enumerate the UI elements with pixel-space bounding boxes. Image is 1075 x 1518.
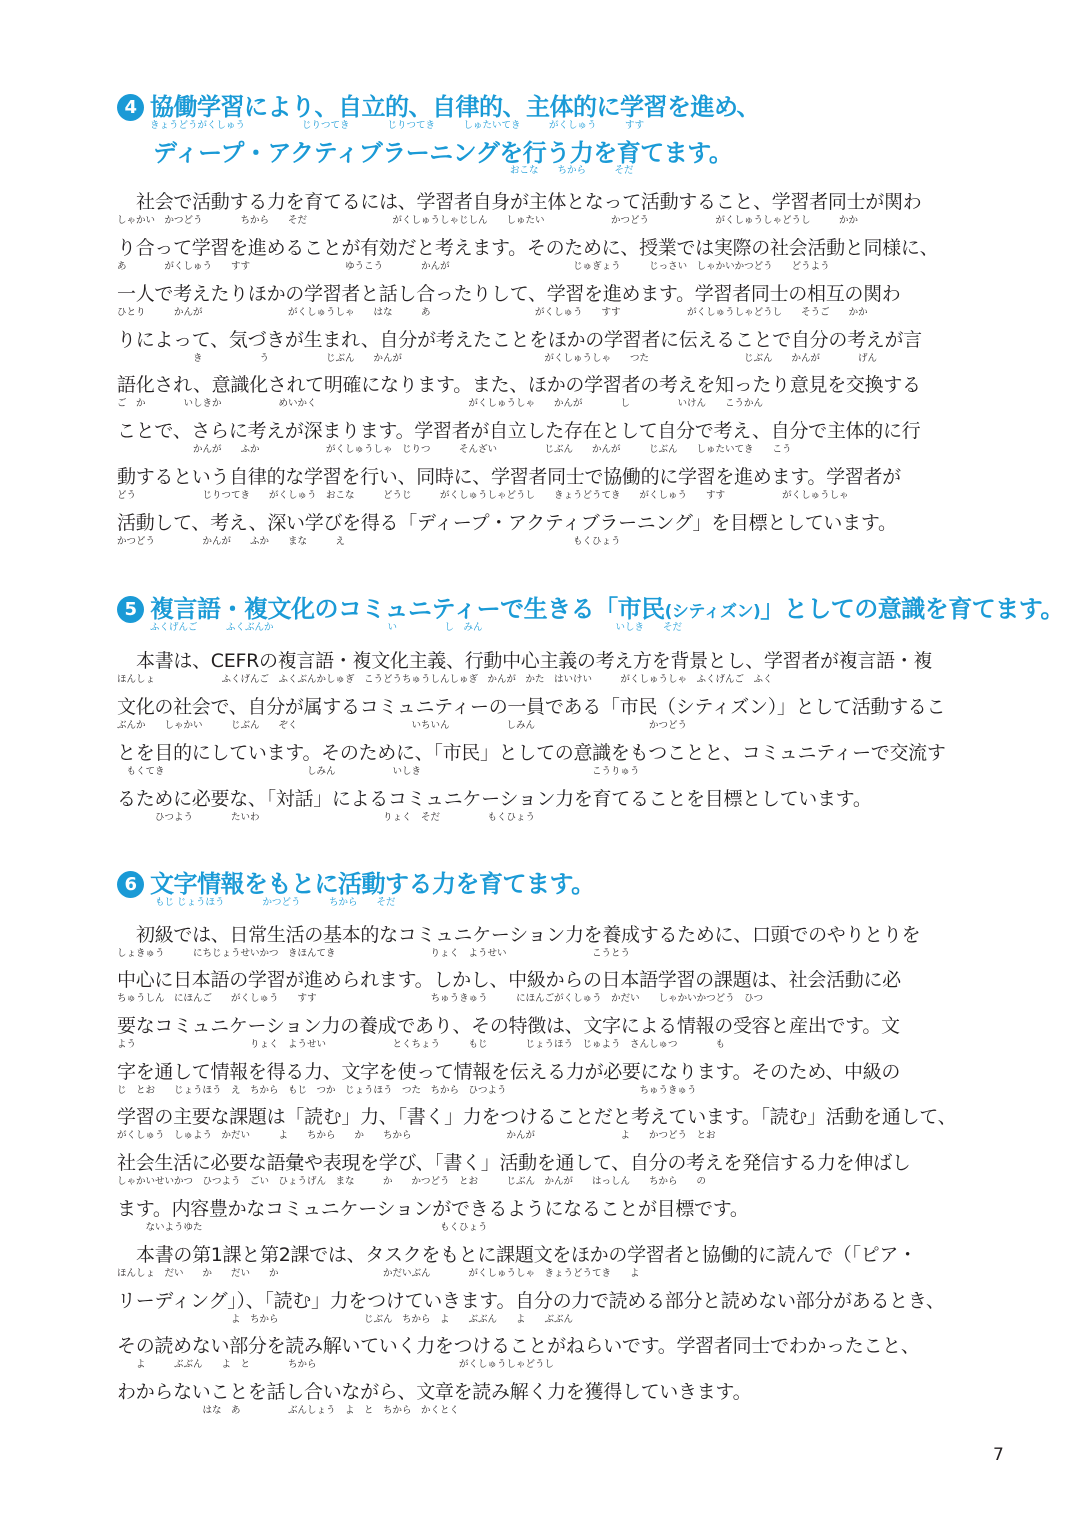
s5-line-3: とを目的にしています。そのために、「市民」としての意識をもつことと、コミュニティーで交流す [117,742,946,764]
section-4-number-badge: 4 [117,94,144,121]
s5-ruby-4: ひつよう たいわ りょく そだ もくひょう [117,812,536,823]
section-6-title: 文字情報をもとに活動する力を育てます。 [150,870,595,898]
s5-ruby-1: ほんしょ ふくげんご ふくぶんかしゅぎ こうどうちゅうしんしゅぎ かんが かた はいけい がくしゅうしゃ ふくげんご ふく [117,674,773,685]
section-5-title-ruby: ふくげんご ふくぶんか い し みん いしき そだ [150,622,683,633]
s6-line-3: 要なコミュニケーション力の養成であり、その特徴は、文字による情報の受容と産出です。文 [117,1015,900,1037]
s6-ruby-8: ほんしょ だい か だい か かだいぶん がくしゅうしゃ きょうどうてき よ [117,1268,640,1279]
section-4-title-ruby2: おこな ちから そだ [510,165,634,176]
section-6-heading [117,869,1037,899]
s4-line-5: 語化され、意識化されて明確になります。また、ほかの学習者の考えを知ったり意見を交換する [117,374,921,396]
s4-ruby-4: き う じぶん かんが がくしゅうしゃ つた じぶん かんが げん [117,353,878,364]
s6-line-9: リーディング」）、「読む」力をつけていきます。自分の力で読める部分と読めない部分があるとき、 [117,1290,945,1312]
s4-line-2: り合って学習を進めることが有効だと考えます。そのために、授業では実際の社会活動と同様に、 [117,237,939,259]
section-4-title-line1: 協働学習により、自立的、自律的、主体的に学習を進め、 [150,93,761,121]
section-5-title-b: (シティズン) [664,602,761,622]
s4-line-8: 活動して、考え、深い学びを得る「ディープ・アクティブラーニング」を目標としています。 [117,512,897,534]
s5-line-2: 文化の社会で、自分が属するコミュニティーの一員である「市民（シティズン）」として活動するこ [117,696,946,718]
s6-line-8: 本書の第1課と第2課では、タスクをもとに課題文をほかの学習者と協働的に読んで（「ピア・ [136,1244,917,1266]
s6-line-4: 字を通して情報を得る力、文字を使って情報を伝える力が必要になります。そのため、中級の [117,1061,901,1083]
section-6-title-ruby: もじ じょうほう かつどう ちから そだ [155,897,396,908]
section-4-title-line2: ディープ・アクティブラーニングを行う力を育てます。 [153,139,733,167]
page-number: 7 [993,1445,1004,1465]
s6-ruby-6: しゃかいせいかつ ひつよう ごい ひょうげん まな か かつどう とお じぶん かんが はっしん ちから の [117,1176,707,1187]
s6-ruby-4: じ とお じょうほう え ちから もじ つか じょうほう つた ちから ひつよう ちゅうきゅう [117,1085,697,1096]
s6-ruby-9: よ ちから じぶん ちから よ ぶぶん よ ぶぶん [117,1314,574,1325]
section-6-number-badge: 6 [117,871,144,898]
section-5-title-c: 」としての意識を育てます。 [760,595,1064,623]
s6-line-5: 学習の主要な課題は「読む」力、「書く」力をつけることだと考えています。「読む」活動を通して、 [117,1106,957,1128]
s6-ruby-3: よう りょく ようせい とくちょう もじ じょうほう じゅよう さんしゅつ も [117,1039,726,1050]
s4-ruby-5: ご か いしきか めいかく がくしゅうしゃ かんが し いけん こうかん [117,398,764,409]
section-5-number-badge: 5 [117,596,144,623]
s6-ruby-1: しょきゅう にちじょうせいかつ きほんてき りょく ようせい こうとう [117,948,631,959]
s4-line-6: ことで、さらに考えが深まります。学習者が自立した存在として自分で考え、自分で主体的に行 [117,420,921,442]
s6-ruby-7: ないようゆた もくひょう [117,1222,488,1233]
s5-line-4: るために必要な、「対話」によるコミュニケーション力を育てることを目標としています。 [117,788,872,810]
s6-ruby-10: よ ぶぶん よ と ちから がくしゅうしゃどうし [117,1359,555,1370]
s4-line-1: 社会で活動する力を育てるには、学習者自身が主体となって活動すること、学習者同士が関わ [136,191,922,213]
s6-ruby-11: はな あ ぶんしょう よ と ちから かくとく [117,1405,460,1416]
s6-ruby-2: ちゅうしん にほんご がくしゅう すす ちゅうきゅう にほんごがくしゅう かだい しゃかいかつどう ひつ [117,993,764,1004]
s5-ruby-3: もくてき しみん いしき こうりゅう [117,766,640,777]
s5-line-1: 本書は、CEFRの複言語・複文化主義、行動中心主義の考え方を背景とし、学習者が複言語・複 [136,650,933,672]
s5-ruby-2: ぶんか しゃかい じぶん ぞく いちいん しみん かつどう [117,720,688,731]
s4-line-4: りによって、気づきが生まれ、自分が考えたことをほかの学習者に伝えることで自分の考えが言 [117,329,922,351]
section-4-title-ruby1: きょうどうがくしゅう じりつてき じりつてき しゅたいてき がくしゅう すす [150,120,645,131]
section-5-title-a: 複言語・複文化のコミュニティーで生きる「市民 [150,595,665,623]
s6-line-10: その読めない部分を読み解いていく力をつけることがねらいです。学習者同士でわかったこと、 [117,1335,920,1357]
s4-line-3: 一人で考えたりほかの学習者と話し合ったりして、学習を進めます。学習者同士の相互の関わ [117,283,901,305]
s6-ruby-5: がくしゅう しゅよう かだい よ ちから か ちから かんが よ かつどう とお [117,1130,716,1141]
section-4-heading [117,92,1037,122]
s6-line-1: 初級では、日常生活の基本的なコミュニケーション力を養成するために、口頭でのやりとりを [136,924,921,946]
s4-ruby-8: かつどう かんが ふか まな え もくひょう [117,536,621,547]
s6-line-6: 社会生活に必要な語彙や表現を学び、「書く」活動を通して、自分の考えを発信する力を伸ばし [117,1152,911,1174]
section-4-heading-line2 [117,138,1037,168]
s4-ruby-2: あ がくしゅう すす ゆうこう かんが じゅぎょう じっさい しゃかいかつどう どうよう [117,261,830,272]
s4-ruby-1: しゃかい かつどう ちから そだ がくしゅうしゃじしん しゅたい かつどう がくしゅうしゃどうし かか [117,215,859,226]
s4-ruby-7: どう じりつてき がくしゅう おこな どうじ がくしゅうしゃどうし きょうどうてき がくしゅう すす がくしゅうしゃ [117,490,849,501]
s6-line-2: 中心に日本語の学習が進められます。しかし、中級からの日本語学習の課題は、社会活動に必 [117,969,901,991]
s4-line-7: 動するという自律的な学習を行い、同時に、学習者同士で協働的に学習を進めます。学習者が [117,466,901,488]
s6-line-11: わからないことを話し合いながら、文章を読み解く力を獲得していきます。 [117,1381,752,1403]
s4-ruby-6: かんが ふか がくしゅうしゃ じりつ そんざい じぶん かんが じぶん しゅたいてき こう [117,444,792,455]
s4-ruby-3: ひとり かんが がくしゅうしゃ はな あ がくしゅう すす がくしゅうしゃどうし そうご かか [117,307,868,318]
s6-line-7: ます。内容豊かなコミュニケーションができるようになることが目標です。 [117,1198,749,1220]
